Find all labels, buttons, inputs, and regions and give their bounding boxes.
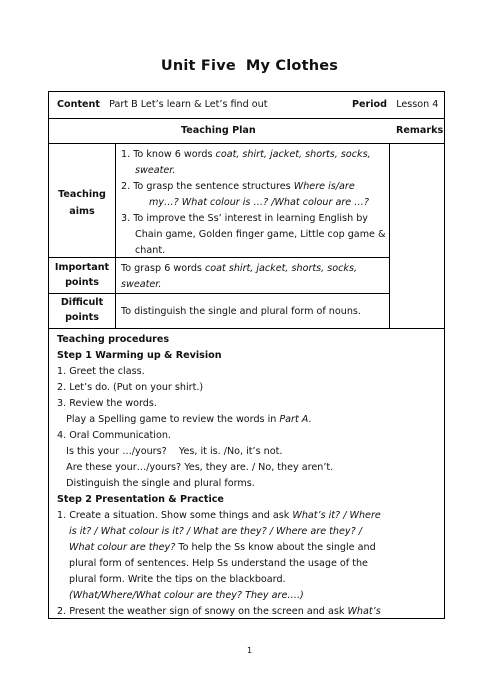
procedure-line: is it? / What colour is it? / What are they? / Where are they? / bbox=[69, 526, 362, 537]
period-row bbox=[352, 98, 438, 111]
procedure-line: (What/Where/What colour are they? They are….) bbox=[69, 590, 304, 601]
column-divider bbox=[389, 143, 390, 328]
aims-words: coat, shirt, jacket, shorts, socks, bbox=[215, 149, 371, 160]
procedure-line: 4. Oral Communication. bbox=[57, 430, 171, 441]
difficult-label-line: Difficult bbox=[60, 297, 104, 308]
procedure-line: plural form. Write the tips on the blackboard. bbox=[69, 574, 286, 585]
aims-line: sweater. bbox=[135, 165, 176, 176]
difficult-label-line: points bbox=[65, 312, 99, 323]
aims-structure: Where is/are bbox=[293, 181, 355, 192]
difficult-points-label bbox=[49, 295, 115, 325]
aims-line: my…? What colour is …? /What colour are …? bbox=[149, 197, 369, 208]
document-title bbox=[0, 58, 499, 74]
period-label: Period bbox=[352, 99, 388, 110]
procedure-line bbox=[57, 605, 381, 618]
procedure-part-ref: Part A bbox=[279, 414, 309, 425]
procedure-text: 2. Present the weather sign of snowy on the screen and ask bbox=[57, 606, 348, 617]
row-divider bbox=[49, 328, 444, 329]
title-unit: Unit Five bbox=[160, 58, 236, 74]
teaching-aims-label bbox=[49, 186, 115, 220]
procedure-line: plural form of sentences. Help Ss understand the usage of the bbox=[69, 558, 368, 569]
row-divider bbox=[49, 257, 389, 258]
aims-text: 1. To know 6 words bbox=[121, 149, 216, 160]
procedure-text: 1. Create a situation. Show some things and ask bbox=[57, 510, 293, 521]
procedure-line: 3. Review the words. bbox=[57, 398, 157, 409]
procedure-line bbox=[57, 509, 381, 522]
column-divider bbox=[115, 143, 116, 328]
procedure-text: Play a Spelling game to review the words in bbox=[57, 414, 280, 425]
teaching-aims-label-line: Teaching bbox=[58, 189, 106, 200]
difficult-text: To distinguish the single and plural form of nouns. bbox=[121, 306, 361, 317]
aims-line: chant. bbox=[135, 245, 166, 256]
procedure-text: . bbox=[308, 414, 312, 425]
important-words: coat shirt, jacket, shorts, socks, bbox=[204, 263, 358, 274]
content-row bbox=[57, 98, 268, 111]
aims-line: Chain game, Golden finger game, Little cop game & bbox=[135, 229, 386, 240]
aims-text: 2. To grasp the sentence structures bbox=[121, 181, 294, 192]
lesson-plan-table bbox=[48, 91, 445, 619]
procedure-line: 2. Let’s do. (Put on your shirt.) bbox=[57, 382, 204, 393]
period-value: Lesson 4 bbox=[396, 99, 439, 110]
row-divider bbox=[49, 118, 444, 119]
aims-line bbox=[121, 180, 355, 193]
procedures-heading: Teaching procedures bbox=[57, 334, 170, 345]
important-line bbox=[121, 262, 357, 275]
important-label-line: points bbox=[65, 277, 99, 288]
content-label: Content bbox=[57, 99, 100, 110]
important-label-line: Important bbox=[54, 262, 110, 273]
procedure-line bbox=[57, 413, 311, 426]
procedure-line: Distinguish the single and plural forms. bbox=[57, 478, 255, 489]
teaching-aims-label-line: aims bbox=[69, 206, 95, 217]
procedure-line bbox=[69, 541, 376, 554]
important-line: sweater. bbox=[121, 279, 162, 290]
remarks-heading: Remarks bbox=[396, 125, 444, 136]
title-topic: My Clothes bbox=[245, 58, 339, 74]
aims-line bbox=[121, 148, 371, 161]
content-value: Part B Let’s learn & Let’s find out bbox=[109, 99, 268, 110]
procedure-line: Is this your …/yours? Yes, it is. /No, it’s not. bbox=[57, 446, 283, 457]
procedure-line: Are these your…/yours? Yes, they are. / No, they aren’t. bbox=[57, 462, 334, 473]
aims-line: 3. To improve the Ss’ interest in learning English by bbox=[121, 213, 368, 224]
procedure-question: What colour are they? bbox=[69, 542, 176, 553]
procedure-line: 1. Greet the class. bbox=[57, 366, 145, 377]
procedure-question: What’s bbox=[347, 606, 381, 617]
row-divider bbox=[49, 143, 444, 144]
procedure-text: To help the Ss know about the single and bbox=[175, 542, 376, 553]
procedure-question: What’s it? / Where bbox=[292, 510, 381, 521]
important-points-label bbox=[49, 260, 115, 290]
important-text: To grasp 6 words bbox=[121, 263, 205, 274]
teaching-plan-heading: Teaching Plan bbox=[181, 125, 256, 136]
step1-heading: Step 1 Warming up & Revision bbox=[57, 350, 222, 361]
step2-heading: Step 2 Presentation & Practice bbox=[57, 494, 224, 505]
row-divider bbox=[49, 293, 389, 294]
page-number: 1 bbox=[246, 646, 253, 655]
